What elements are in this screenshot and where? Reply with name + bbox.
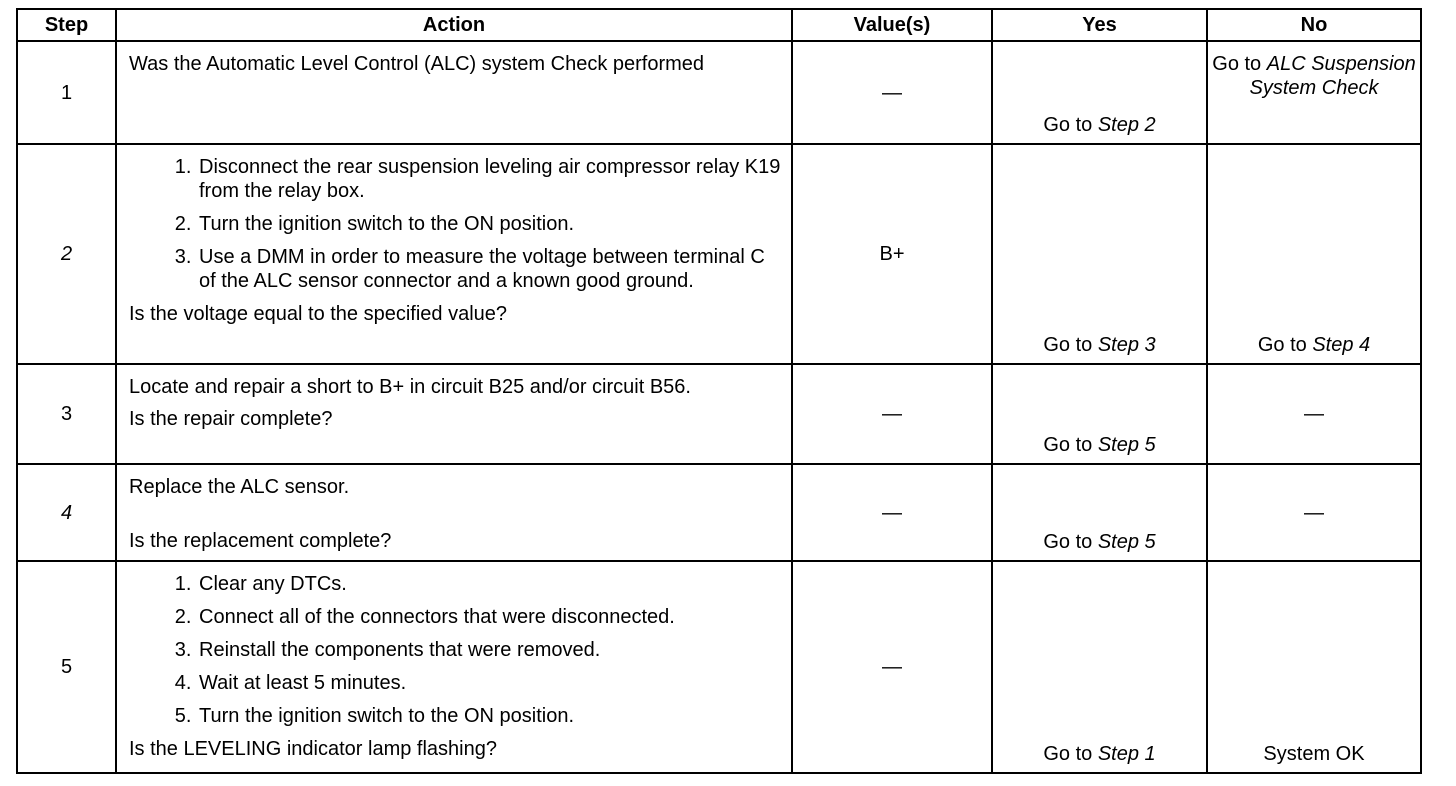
list-item: 1. Clear any DTCs. <box>197 572 781 596</box>
value-cell <box>792 41 992 144</box>
action-cell <box>116 144 792 364</box>
action-cell <box>116 364 792 464</box>
table-row-step-3 <box>17 364 1421 464</box>
no-cell <box>1207 561 1421 773</box>
action-text: Locate and repair a short to B+ in circuit B25 and/or circuit B56. <box>129 376 691 398</box>
table-row-step-4 <box>17 464 1421 561</box>
action-question: Is the replacement complete? <box>129 530 392 552</box>
yes-cell <box>992 561 1207 773</box>
table-row-step-5 <box>17 561 1421 773</box>
value-cell <box>792 561 992 773</box>
list-item: 1. Disconnect the rear suspension leveling air compressor relay K19 from the relay box. <box>197 155 781 203</box>
yes-prefix: Go to <box>1043 334 1098 356</box>
action-text: Replace the ALC sensor. <box>129 476 350 498</box>
list-item: 3. Reinstall the components that were removed. <box>197 638 781 662</box>
step-number: 1 <box>17 41 116 144</box>
no-cell <box>1207 144 1421 364</box>
action-cell <box>116 41 792 144</box>
value-cell <box>792 464 992 561</box>
no-cell <box>1207 464 1421 561</box>
table-row-step-1 <box>17 41 1421 144</box>
value-cell <box>792 364 992 464</box>
header-yes: Yes <box>992 9 1207 41</box>
action-question: Is the LEVELING indicator lamp flashing? <box>129 738 497 760</box>
yes-target: Step 2 <box>1097 114 1156 136</box>
value-text: — <box>882 656 902 678</box>
value-cell <box>792 144 992 364</box>
yes-target: Step 5 <box>1097 531 1156 553</box>
step-number: 5 <box>17 561 116 773</box>
value-text: — <box>882 81 902 104</box>
value-text: — <box>882 403 902 425</box>
action-steps-list <box>129 572 781 728</box>
header-values: Value(s) <box>792 9 992 41</box>
action-steps-list <box>129 155 781 293</box>
value-text: — <box>882 501 902 524</box>
no-text: System OK <box>1263 743 1365 765</box>
value-text: B+ <box>879 243 905 265</box>
yes-prefix: Go to <box>1043 743 1098 765</box>
yes-prefix: Go to <box>1043 114 1098 136</box>
action-cell <box>116 464 792 561</box>
step-number: 2 <box>17 144 116 364</box>
yes-cell <box>992 144 1207 364</box>
no-text: — <box>1304 501 1324 524</box>
no-prefix: Go to <box>1257 334 1313 356</box>
list-item: 4. Wait at least 5 minutes. <box>197 671 781 695</box>
no-cell <box>1207 364 1421 464</box>
step-number: 3 <box>17 364 116 464</box>
yes-target: Step 5 <box>1097 434 1156 456</box>
action-question: Is the repair complete? <box>129 408 333 430</box>
yes-cell <box>992 41 1207 144</box>
yes-cell <box>992 464 1207 561</box>
yes-target: Step 3 <box>1097 334 1156 356</box>
yes-prefix: Go to <box>1043 531 1098 553</box>
no-cell <box>1207 41 1421 144</box>
header-action: Action <box>116 9 792 41</box>
action-text: Was the Automatic Level Control (ALC) system Check performed <box>129 53 705 75</box>
table-row-step-2 <box>17 144 1421 364</box>
list-item: 5. Turn the ignition switch to the ON position. <box>197 704 781 728</box>
yes-cell <box>992 364 1207 464</box>
header-row <box>17 9 1421 41</box>
no-prefix: Go to <box>1212 53 1267 75</box>
step-number: 4 <box>17 464 116 561</box>
yes-prefix: Go to <box>1043 434 1098 456</box>
header-step: Step <box>17 9 116 41</box>
header-no: No <box>1207 9 1421 41</box>
yes-target: Step 1 <box>1097 743 1156 765</box>
no-text: — <box>1304 403 1324 425</box>
list-item: 2. Turn the ignition switch to the ON position. <box>197 212 781 236</box>
list-item: 2. Connect all of the connectors that were disconnected. <box>197 605 781 629</box>
no-target: Step 4 <box>1312 334 1371 356</box>
no-target: ALC Suspension System Check <box>1249 53 1416 99</box>
action-cell <box>116 561 792 773</box>
list-item: 3. Use a DMM in order to measure the voltage between terminal C of the ALC sensor connector and a known good ground. <box>197 245 781 293</box>
diagnostic-table <box>16 8 1422 774</box>
action-question: Is the voltage equal to the specified value? <box>129 303 508 325</box>
